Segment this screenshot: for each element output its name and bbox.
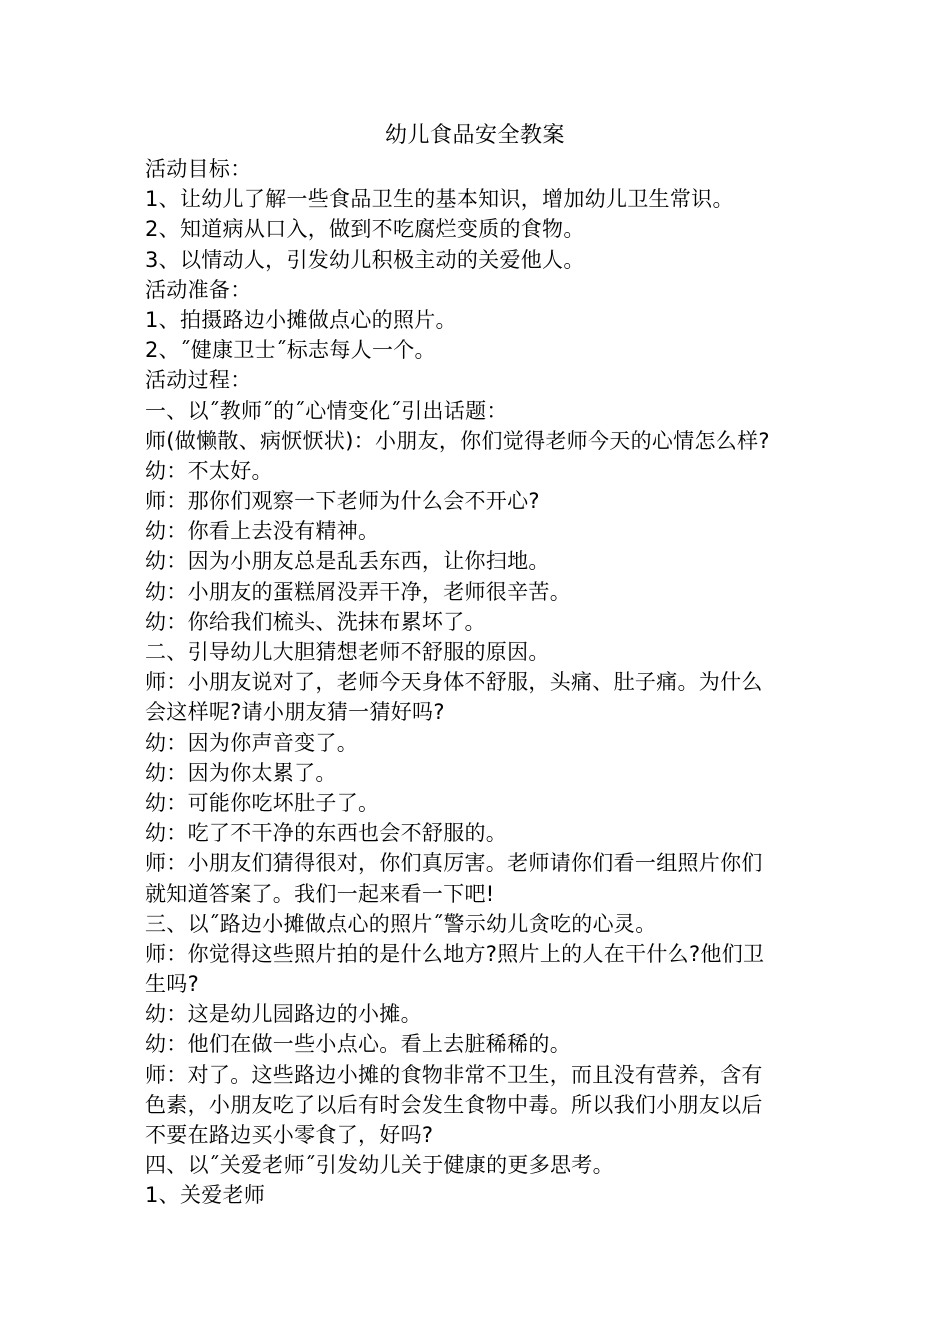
text-line: 1、拍摄路边小摊做点心的照片。 (145, 307, 457, 332)
text-line: 1、关爱老师 (145, 1183, 266, 1208)
text-line: 幼：可能你吃坏肚子了。 (145, 790, 380, 815)
text-line: 幼：因为你声音变了。 (145, 730, 358, 755)
text-line: 幼：因为你太累了。 (145, 760, 337, 785)
document-title: 幼儿食品安全教案 (384, 123, 565, 148)
text-line: 幼：吃了不干净的东西也会不舒服的。 (145, 821, 508, 846)
text-line: 四、以˝关爱老师˝引发幼儿关于健康的更多思考。 (145, 1153, 614, 1178)
text-line: 就知道答案了。我们一起来看一下吧! (145, 881, 495, 906)
text-line: 幼：小朋友的蛋糕屑没弄干净，老师很辛苦。 (145, 579, 571, 604)
text-line: 幼：你看上去没有精神。 (145, 519, 380, 544)
text-line: 2、˝健康卫士˝标志每人一个。 (145, 338, 436, 363)
text-line: 不要在路边买小零食了，好吗? (145, 1123, 434, 1147)
text-line: 会这样呢?请小朋友猜一猜好吗? (145, 700, 445, 725)
text-line: 师：你觉得这些照片拍的是什么地方?照片上的人在干什么?他们卫 (145, 941, 765, 966)
text-line: 3、以情动人，引发幼儿积极主动的关爱他人。 (145, 247, 585, 272)
text-line: 三、以˝路边小摊做点心的照片˝警示幼儿贪吃的心灵。 (145, 911, 657, 936)
text-line: 一、以˝教师˝的˝心情变化˝引出话题： (145, 398, 508, 423)
text-line: 2、知道病从口入，做到不吃腐烂变质的食物。 (145, 217, 585, 242)
text-line: 活动目标： (145, 157, 252, 181)
text-line: 生吗? (145, 972, 200, 997)
text-line: 师：小朋友说对了，老师今天身体不舒服，头痛、肚子痛。为什么 (145, 670, 763, 695)
document-body (145, 154, 805, 1211)
text-line: 1、让幼儿了解一些食品卫生的基本知识，增加幼儿卫生常识。 (145, 187, 734, 212)
text-line: 师：那你们观察一下老师为什么会不开心? (145, 489, 540, 514)
text-line: 师：对了。这些路边小摊的食物非常不卫生，而且没有营养，含有 (145, 1062, 763, 1087)
text-line: 幼：这是幼儿园路边的小摊。 (145, 1002, 422, 1027)
text-line: 师：小朋友们猜得很对，你们真厉害。老师请你们看一组照片你们 (145, 851, 763, 876)
text-line: 活动准备： (145, 277, 252, 302)
text-line: 幼：不太好。 (145, 458, 273, 483)
text-line: 幼：因为小朋友总是乱丢东西，让你扫地。 (145, 549, 550, 574)
text-line: 色素，小朋友吃了以后有时会发生食物中毒。所以我们小朋友以后 (145, 1092, 763, 1117)
text-line: 活动过程： (145, 368, 252, 393)
text-line: 幼：他们在做一些小点心。看上去脏稀稀的。 (145, 1032, 571, 1057)
text-line: 二、引导幼儿大胆猜想老师不舒服的原因。 (145, 640, 550, 664)
text-line: 师(做懒散、病恹恹状)：小朋友，你们觉得老师今天的心情怎么样? (145, 428, 770, 453)
text-line: 幼：你给我们梳头、洗抹布累坏了。 (145, 609, 486, 634)
